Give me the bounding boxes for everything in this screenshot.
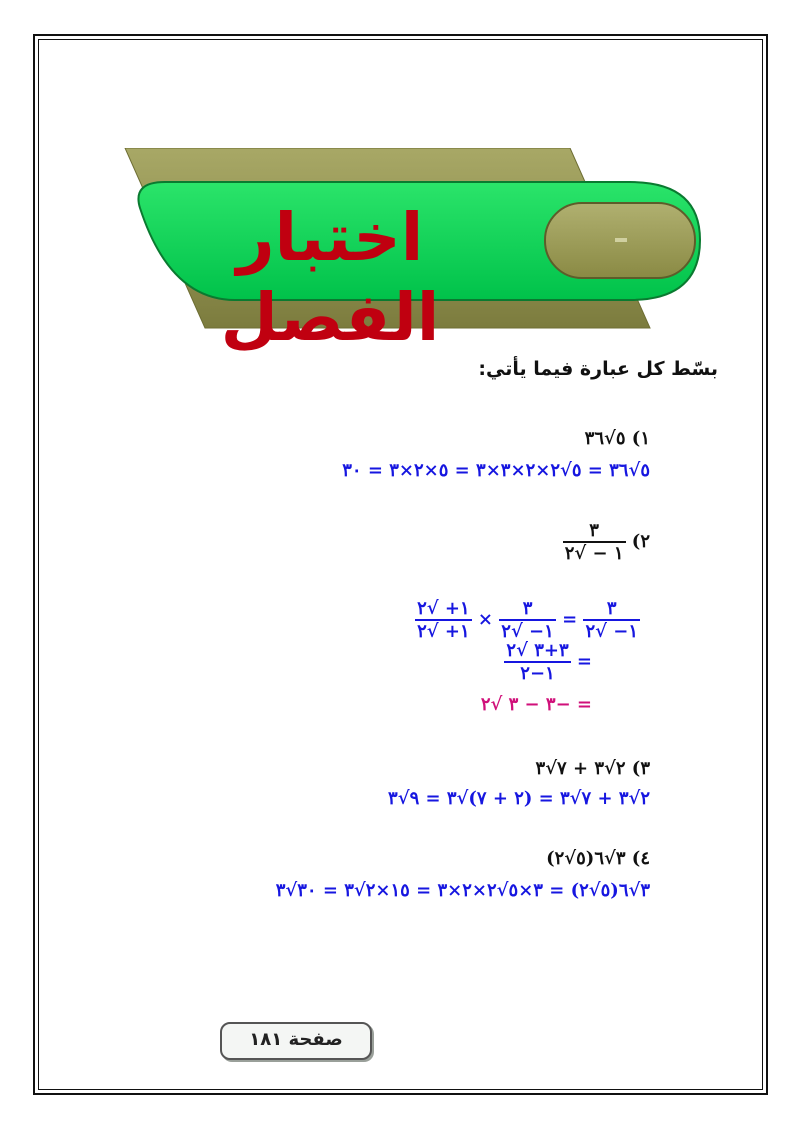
question-1: [585, 428, 650, 449]
page-number-box: [220, 1022, 372, 1060]
question-expression: ٣√٦(٥√٢): [546, 848, 626, 869]
fraction-denominator: ١ − √٢: [564, 543, 624, 564]
instruction-text: بسّط كل عبارة فيما يأتي:: [478, 358, 718, 380]
question-2: [563, 520, 650, 564]
solution-1-step: ٥√٣٦ = ٥√٢×٢×٣×٣ = ٥×٢×٣ = ٣٠: [342, 460, 650, 481]
question-number: ٢): [631, 531, 650, 552]
solution-3-step: ٢√٣ + ٧√٣ = (٢ + ٧)√٣ = ٩√٣: [388, 788, 650, 809]
solution-4-step: ٣√٦(٥√٢) = ٣×٥√٢×٢×٣ = ١٥×٢√٣ = ٣٠√٣: [275, 880, 650, 901]
fraction-denominator: ١−٢: [520, 663, 555, 684]
question-4: [546, 848, 650, 869]
page-title: اختبار الفصل: [220, 199, 440, 356]
question-number: ٣): [631, 758, 650, 779]
fraction-denominator: ١− √٢: [501, 621, 554, 642]
question-number: ١): [631, 428, 650, 449]
fraction-numerator: ٣: [563, 520, 626, 543]
fraction-denominator: ١+ √٢: [417, 621, 470, 642]
fraction-numerator: ٣: [583, 598, 640, 621]
solution-2-step-2: = $\frac{٣+٣ √٢}{١-٢}$: [506, 640, 592, 684]
fraction: [415, 598, 472, 642]
question-fraction: [563, 520, 626, 564]
question-expression: ٢√٣ + ٧√٣: [535, 758, 626, 779]
question-number: ٤): [631, 848, 650, 869]
fraction-numerator: ٣+٣ √٢: [506, 640, 569, 661]
fraction: [499, 598, 556, 642]
fraction: [504, 640, 570, 684]
fraction-denominator: ١− √٢: [585, 621, 638, 642]
page-number-label: صفحة ١٨١: [249, 1029, 343, 1050]
question-expression: ٥√٣٦: [584, 428, 626, 449]
solution-2-step-1: $\frac{٣}{١- √٢}$ = $\frac{٣}{١- √٢}$ × $\frac{١+ √٢}{١+ √٢}$: [417, 598, 638, 642]
fraction: [583, 598, 640, 642]
fraction-numerator: ١+ √٢: [417, 598, 470, 619]
solution-2-step-3: = −٣ − ٣ √٢: [480, 694, 592, 715]
question-3: [536, 758, 650, 779]
fraction-numerator: ٣: [499, 598, 556, 621]
